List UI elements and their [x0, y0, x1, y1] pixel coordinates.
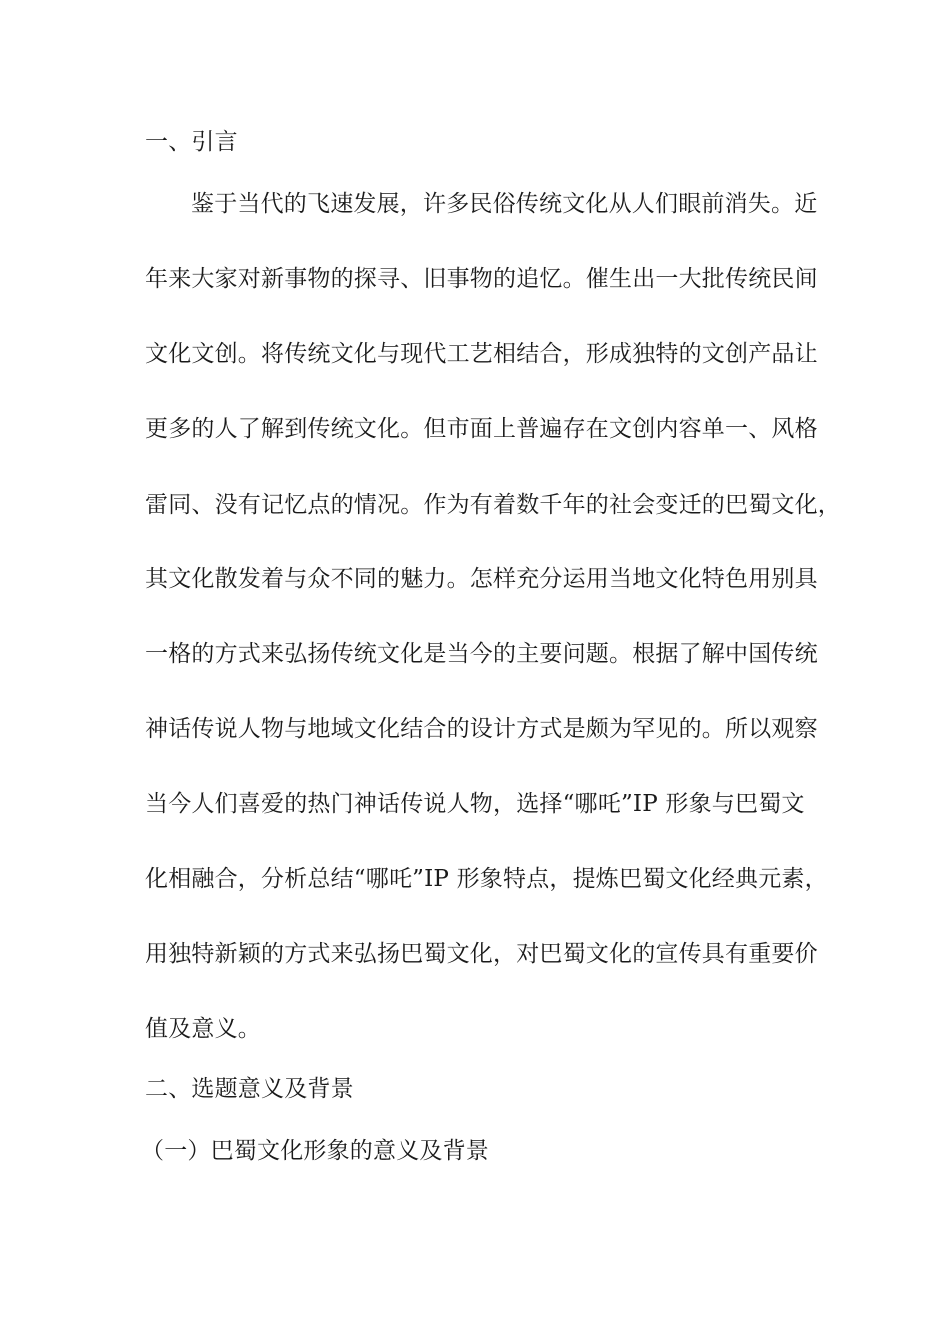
paragraph-line: 一格的方式来弘扬传统文化是当今的主要问题。根据了解中国传统 [145, 641, 818, 667]
section-heading-introduction: 一、引言 [145, 129, 238, 155]
paragraph-line: 用独特新颖的方式来弘扬巴蜀文化，对巴蜀文化的宣传具有重要价 [145, 941, 818, 967]
paragraph-line: 年来大家对新事物的探寻、旧事物的追忆。催生出一大批传统民间 [145, 266, 818, 292]
paragraph-line: 其文化散发着与众不同的魅力。怎样充分运用当地文化特色用别具 [145, 566, 818, 592]
subsection-heading-bashu-culture: （一）巴蜀文化形象的意义及背景 [141, 1138, 489, 1164]
paragraph-line: 值及意义。 [145, 1016, 261, 1042]
paragraph-line: 更多的人了解到传统文化。但市面上普遍存在文创内容单一、风格 [145, 416, 818, 442]
section-heading-topic-background: 二、选题意义及背景 [145, 1076, 354, 1102]
paragraph-line: 当今人们喜爱的热门神话传说人物，选择“哪吒”IP 形象与巴蜀文 [145, 791, 805, 817]
paragraph-line: 文化文创。将传统文化与现代工艺相结合，形成独特的文创产品让 [145, 341, 818, 367]
paragraph-line: 雷同、没有记忆点的情况。作为有着数千年的社会变迁的巴蜀文化， [145, 492, 841, 518]
paragraph-line: 鉴于当代的飞速发展，许多民俗传统文化从人们眼前消失。近 [191, 191, 818, 217]
paragraph-line: 神话传说人物与地域文化结合的设计方式是颇为罕见的。所以观察 [145, 716, 818, 742]
paragraph-line: 化相融合，分析总结“哪吒”IP 形象特点，提炼巴蜀文化经典元素， [145, 866, 828, 892]
